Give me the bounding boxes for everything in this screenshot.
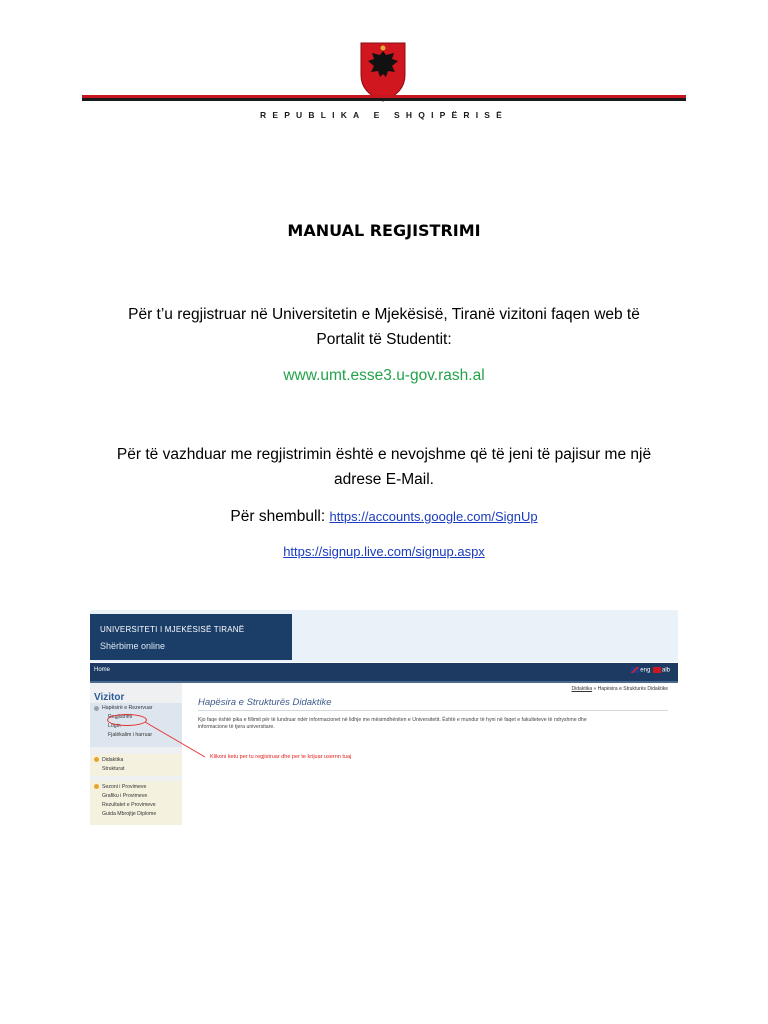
bullet-icon bbox=[94, 706, 99, 711]
portal-screenshot bbox=[90, 610, 678, 825]
sidebar-item-exam-schedule[interactable]: Grafiku i Provimeve bbox=[102, 793, 148, 799]
albania-flag-icon[interactable] bbox=[653, 667, 661, 673]
sidebar-item-didactics[interactable]: Didaktika bbox=[102, 757, 124, 763]
portal-heading-divider bbox=[198, 710, 668, 711]
portal-body-line-2: informacione të tjera universitare. bbox=[198, 724, 275, 730]
sidebar-item-login[interactable]: Login bbox=[108, 723, 121, 729]
portal-nav-bar bbox=[90, 663, 678, 683]
sidebar-item-reserved-area[interactable]: Hapësirë e Rezervuar bbox=[102, 705, 153, 711]
albanian-eagle-emblem-icon bbox=[359, 41, 407, 103]
intro-line-1: Për t’u regjistruar në Universitetin e Mjekësisë, Tiranë vizitoni faqen web të bbox=[128, 306, 640, 323]
intro-paragraph bbox=[90, 302, 678, 352]
portal-logo-subtitle: Shërbime online bbox=[100, 641, 166, 651]
sidebar-item-forgot-password[interactable]: Fjalëkalim i harruar bbox=[108, 732, 153, 738]
portal-logo bbox=[90, 614, 292, 660]
document-title: MANUAL REGJISTRIMI bbox=[287, 221, 481, 240]
google-signup-link[interactable]: https://accounts.google.com/SignUp bbox=[329, 509, 538, 524]
sidebar-item-diploma-guide[interactable]: Guida Mbrojtje Diplome bbox=[102, 811, 157, 817]
portal-breadcrumb bbox=[572, 686, 668, 692]
sidebar-item-structures[interactable]: Strukturat bbox=[102, 766, 125, 772]
intro-line-2: Portalit të Studentit: bbox=[316, 331, 452, 348]
lang-alb-label[interactable]: alb bbox=[661, 667, 670, 674]
bullet-icon bbox=[94, 784, 99, 789]
portal-home-link[interactable]: Home bbox=[94, 667, 111, 673]
email-note-paragraph bbox=[90, 442, 678, 492]
email-note-line-2: adrese E-Mail. bbox=[334, 471, 434, 488]
republic-label: REPUBLIKA E SHQIPËRISË bbox=[259, 110, 509, 120]
registration-highlight-circle bbox=[107, 714, 147, 726]
portal-sidebar bbox=[90, 683, 182, 825]
live-signup-line bbox=[0, 544, 768, 559]
portal-page-heading: Hapësira e Strukturës Didaktike bbox=[198, 697, 332, 708]
portal-body-text bbox=[198, 717, 668, 731]
sidebar-item-exam-season[interactable]: Sezoni i Provimeve bbox=[102, 784, 147, 790]
example-label: Për shembull: bbox=[230, 508, 326, 525]
breadcrumb-link[interactable]: Didaktika bbox=[571, 686, 593, 692]
sidebar-item-registration[interactable]: Regjistrimi bbox=[108, 714, 133, 720]
portal-language-switch bbox=[630, 667, 670, 674]
portal-logo-title: UNIVERSITETI I MJEKËSISË TIRANË bbox=[100, 625, 245, 634]
breadcrumb-current: » Hapësira e Strukturës Didaktike bbox=[593, 686, 668, 692]
bullet-icon bbox=[94, 757, 99, 762]
sidebar-title: Vizitor bbox=[94, 692, 125, 703]
registration-callout: Klikoni ketu per tu regjistruar dhe per te krijuar usernn tuaj bbox=[210, 754, 352, 760]
lang-eng-label[interactable]: eng bbox=[640, 667, 651, 674]
uk-flag-icon[interactable] bbox=[631, 667, 639, 673]
email-note-line-1: Për të vazhduar me regjistrimin është e nevojshme që të jeni të pajisur me një bbox=[116, 446, 652, 463]
sidebar-item-exam-results[interactable]: Rezultatet e Provimeve bbox=[102, 802, 156, 808]
example-line bbox=[0, 508, 768, 526]
portal-body-line-1: Kjo faqe është pika e fillimit për të lundruar ndër informacionet në lidhje me mësimdhëniten e Universitetit. Është e mundur të hyni në faqet e fakulteteve të ndryshme dhe bbox=[198, 717, 587, 723]
header-black-rule bbox=[82, 98, 686, 101]
live-signup-link[interactable]: https://signup.live.com/signup.aspx bbox=[283, 544, 485, 559]
portal-url[interactable]: www.umt.esse3.u-gov.rash.al bbox=[283, 367, 485, 384]
